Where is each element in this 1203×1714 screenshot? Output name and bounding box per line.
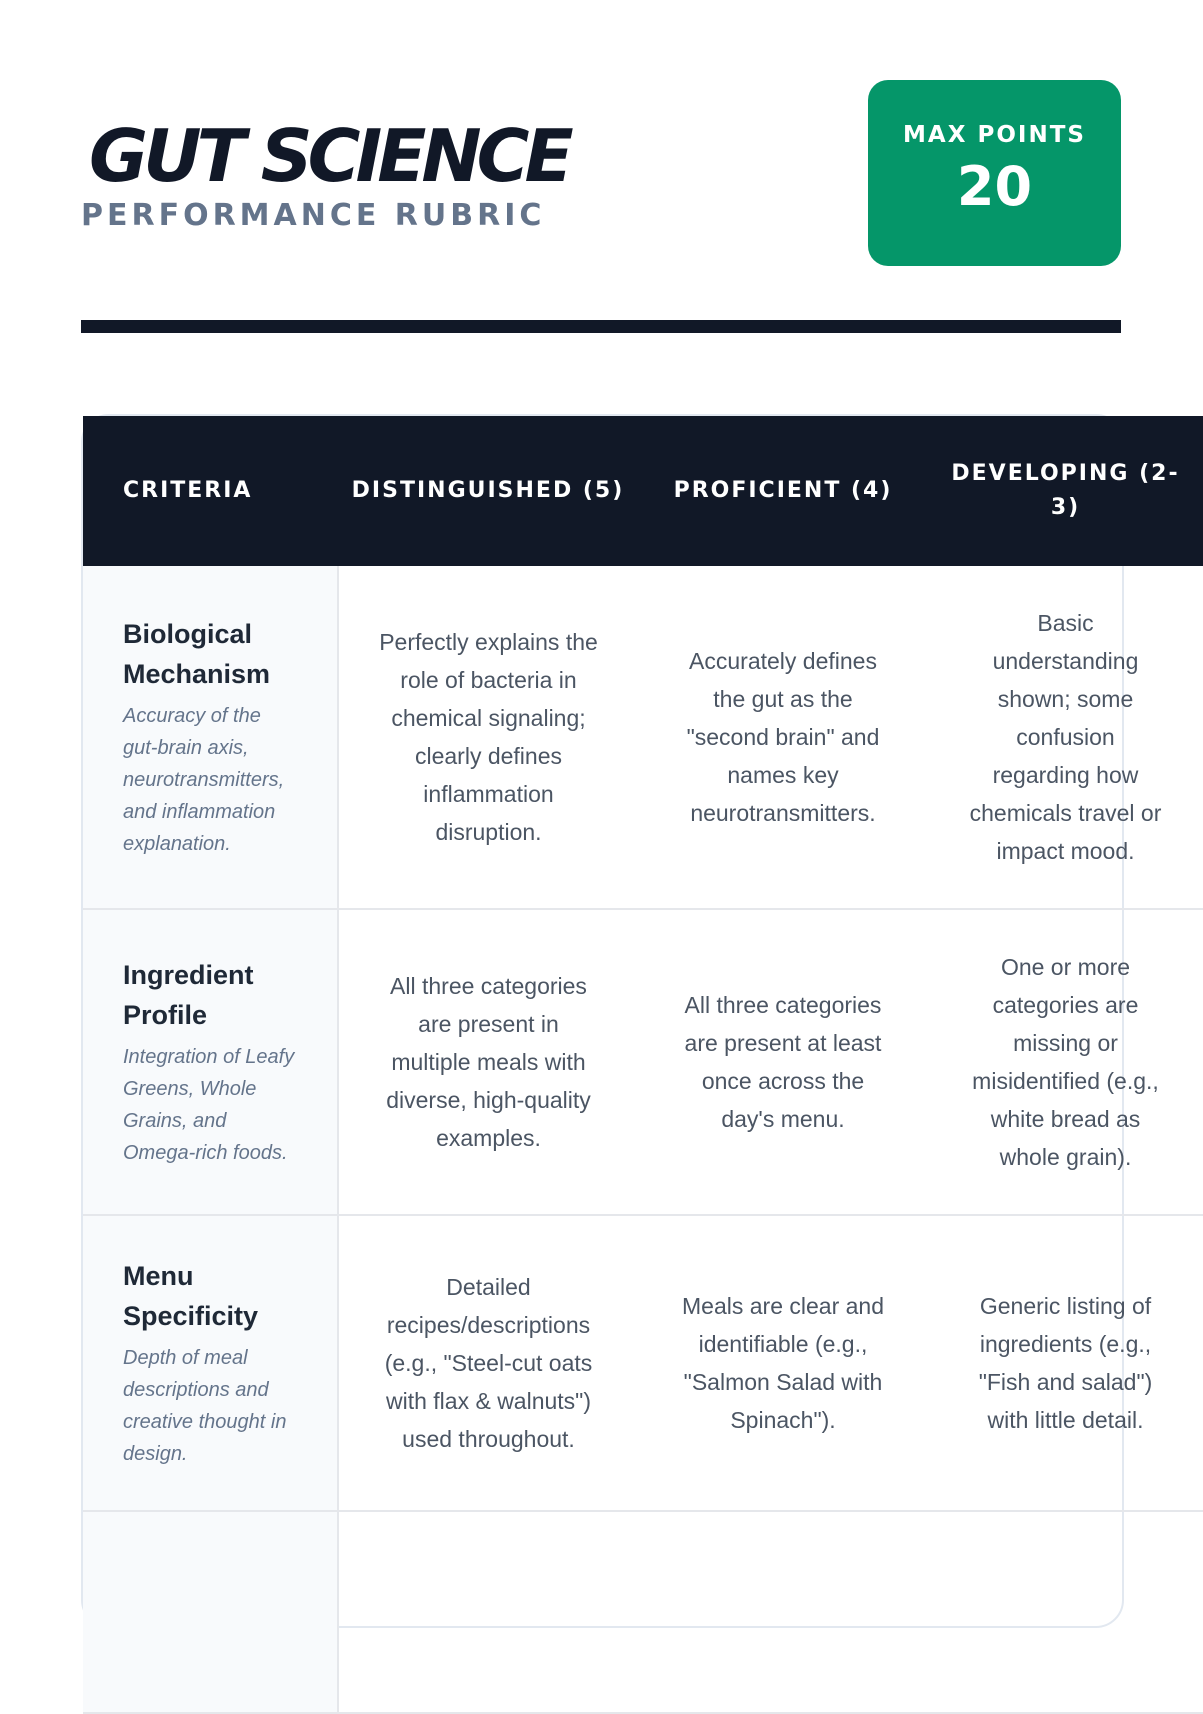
criteria-cell [83,566,338,909]
proficient-cell [638,566,928,909]
distinguished-text: All three categories are present in multiple meals with diverse, high-quality examples. [386,973,591,1151]
criteria-name: Biological Mechanism [123,619,271,689]
criteria-name: Menu Specificity [123,1261,259,1331]
distinguished-text: Detailed recipes/descriptions (e.g., "Steel-cut oats with flax & walnuts") used throughout. [384,1274,593,1452]
developing-cell [928,1511,1203,1713]
proficient-cell [638,1215,928,1511]
column-header-proficient: PROFICIENT (4) [638,416,928,566]
criteria-description: Integration of Leafy Greens, Whole Grains, and Omega-rich foods. [123,1046,295,1164]
criteria-description: Accuracy of the gut-brain axis, neurotransmitters, and inflammation explanation. [123,705,285,855]
table-row [83,909,1203,1215]
max-points-label: MAX POINTS [903,122,1086,148]
page-title: GUT SCIENCE [89,114,569,198]
developing-text: Generic listing of ingredients (e.g., "Fish and salad") with little detail. [978,1293,1153,1433]
column-header-distinguished: DISTINGUISHED (5) [338,416,638,566]
table-row [83,566,1203,909]
proficient-text: Meals are clear and identifiable (e.g., "Salmon Salad with Spinach"). [682,1293,884,1433]
developing-cell [928,909,1203,1215]
proficient-cell [638,1511,928,1713]
table-row [83,1511,1203,1713]
column-header-developing: DEVELOPING (2-3) [928,416,1203,566]
proficient-text: Accurately defines the gut as the "second brain" and names key neurotransmitters. [686,648,880,826]
criteria-name: Ingredient Profile [123,960,254,1030]
criteria-cell [83,1511,338,1713]
rubric-header [81,80,1121,270]
proficient-text: All three categories are present at least once across the day's menu. [684,992,882,1132]
criteria-cell [83,1215,338,1511]
distinguished-cell [338,909,638,1215]
developing-cell [928,566,1203,909]
distinguished-cell [338,1511,638,1713]
max-points-value: 20 [956,155,1033,218]
developing-cell [928,1215,1203,1511]
header-divider [81,320,1121,333]
criteria-cell [83,909,338,1215]
criteria-description: Depth of meal descriptions and creative thought in design. [123,1347,287,1465]
column-header-criteria: CRITERIA [83,416,338,566]
rubric-table [83,416,1203,1714]
rubric-table-container [81,414,1180,1628]
proficient-cell [638,909,928,1215]
developing-text: Basic understanding shown; some confusion regarding how chemicals travel or impact mood. [969,610,1162,864]
max-points-badge [868,80,1121,266]
distinguished-cell [338,566,638,909]
table-row [83,1215,1203,1511]
distinguished-cell [338,1215,638,1511]
page-subtitle: PERFORMANCE RUBRIC [81,198,546,233]
developing-text: One or more categories are missing or misidentified (e.g., white bread as whole grain). [972,954,1159,1170]
distinguished-text: Perfectly explains the role of bacteria in chemical signaling; clearly defines inflammation disruption. [379,629,598,845]
table-header-row [83,416,1203,566]
